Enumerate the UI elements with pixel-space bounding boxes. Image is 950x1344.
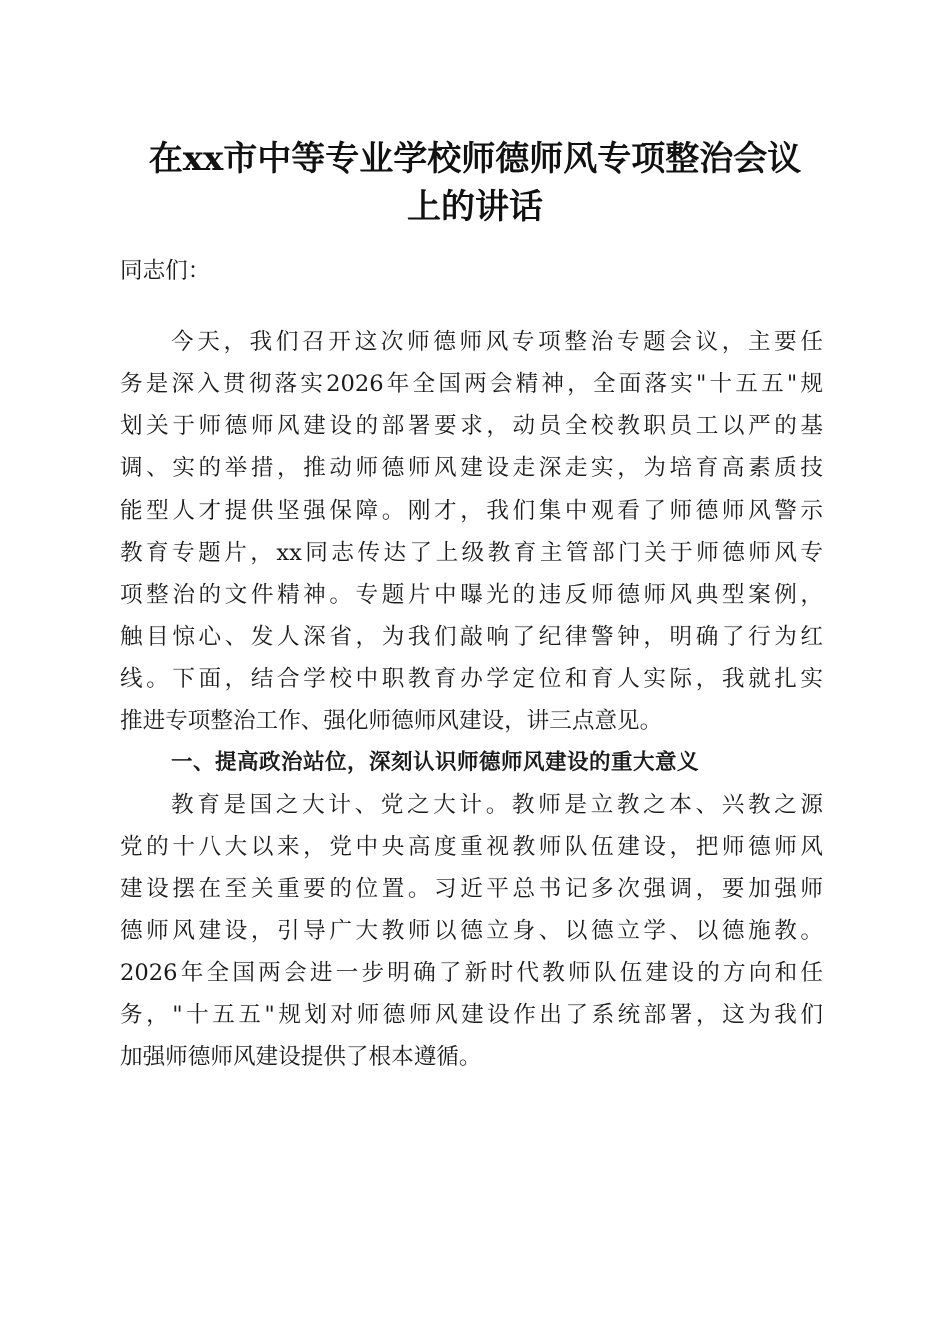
salutation: 同志们： bbox=[120, 258, 211, 284]
document-title-line-2: 上的讲话 bbox=[407, 187, 543, 227]
paragraph-1-line: 项整治的文件精神。专题片中曝光的违反师德师风典型案例， bbox=[120, 582, 823, 608]
paragraph-1-line: 线。下面，结合学校中职教育办学定位和育人实际，我就扎实 bbox=[120, 666, 823, 692]
paragraph-2-line: 2026年全国两会进一步明确了新时代教师队伍建设的方向和任 bbox=[120, 960, 823, 986]
paragraph-1-line: 能型人才提供坚强保障。刚才，我们集中观看了师德师风警示 bbox=[120, 498, 823, 524]
paragraph-2-line: 加强师德师风建设提供了根本遵循。 bbox=[120, 1044, 482, 1070]
paragraph-2-line: 教育是国之大计、党之大计。教师是立教之本、兴教之源 bbox=[171, 792, 823, 818]
section-1-heading: 一、提高政治站位，深刻认识师德师风建设的重大意义 bbox=[171, 750, 700, 775]
paragraph-2-line: 建设摆在至关重要的位置。习近平总书记多次强调，要加强师 bbox=[120, 876, 823, 902]
paragraph-1-line: 触目惊心、发人深省，为我们敲响了纪律警钟，明确了行为红 bbox=[120, 624, 823, 650]
paragraph-1-line: 务是深入贯彻落实2026年全国两会精神，全面落实"十五五"规 bbox=[120, 371, 823, 397]
paragraph-1-line: 教育专题片，xx同志传达了上级教育主管部门关于师德师风专 bbox=[120, 540, 823, 566]
paragraph-2-line: 德师风建设，引导广大教师以德立身、以德立学、以德施教。 bbox=[120, 918, 823, 944]
paragraph-1-line: 推进专项整治工作、强化师德师风建设，讲三点意见。 bbox=[120, 708, 663, 734]
paragraph-1-line: 调、实的举措，推动师德师风建设走深走实，为培育高素质技 bbox=[120, 455, 823, 481]
document-title-line-1: 在xx市中等专业学校师德师风专项整治会议 bbox=[148, 139, 802, 179]
paragraph-1-line: 今天，我们召开这次师德师风专项整治专题会议，主要任 bbox=[171, 329, 823, 355]
paragraph-2-line: 党的十八大以来，党中央高度重视教师队伍建设，把师德师风 bbox=[120, 834, 823, 860]
paragraph-2-line: 务，"十五五"规划对师德师风建设作出了系统部署，这为我们 bbox=[120, 1002, 823, 1028]
paragraph-1-line: 划关于师德师风建设的部署要求，动员全校教职员工以严的基 bbox=[120, 413, 823, 439]
